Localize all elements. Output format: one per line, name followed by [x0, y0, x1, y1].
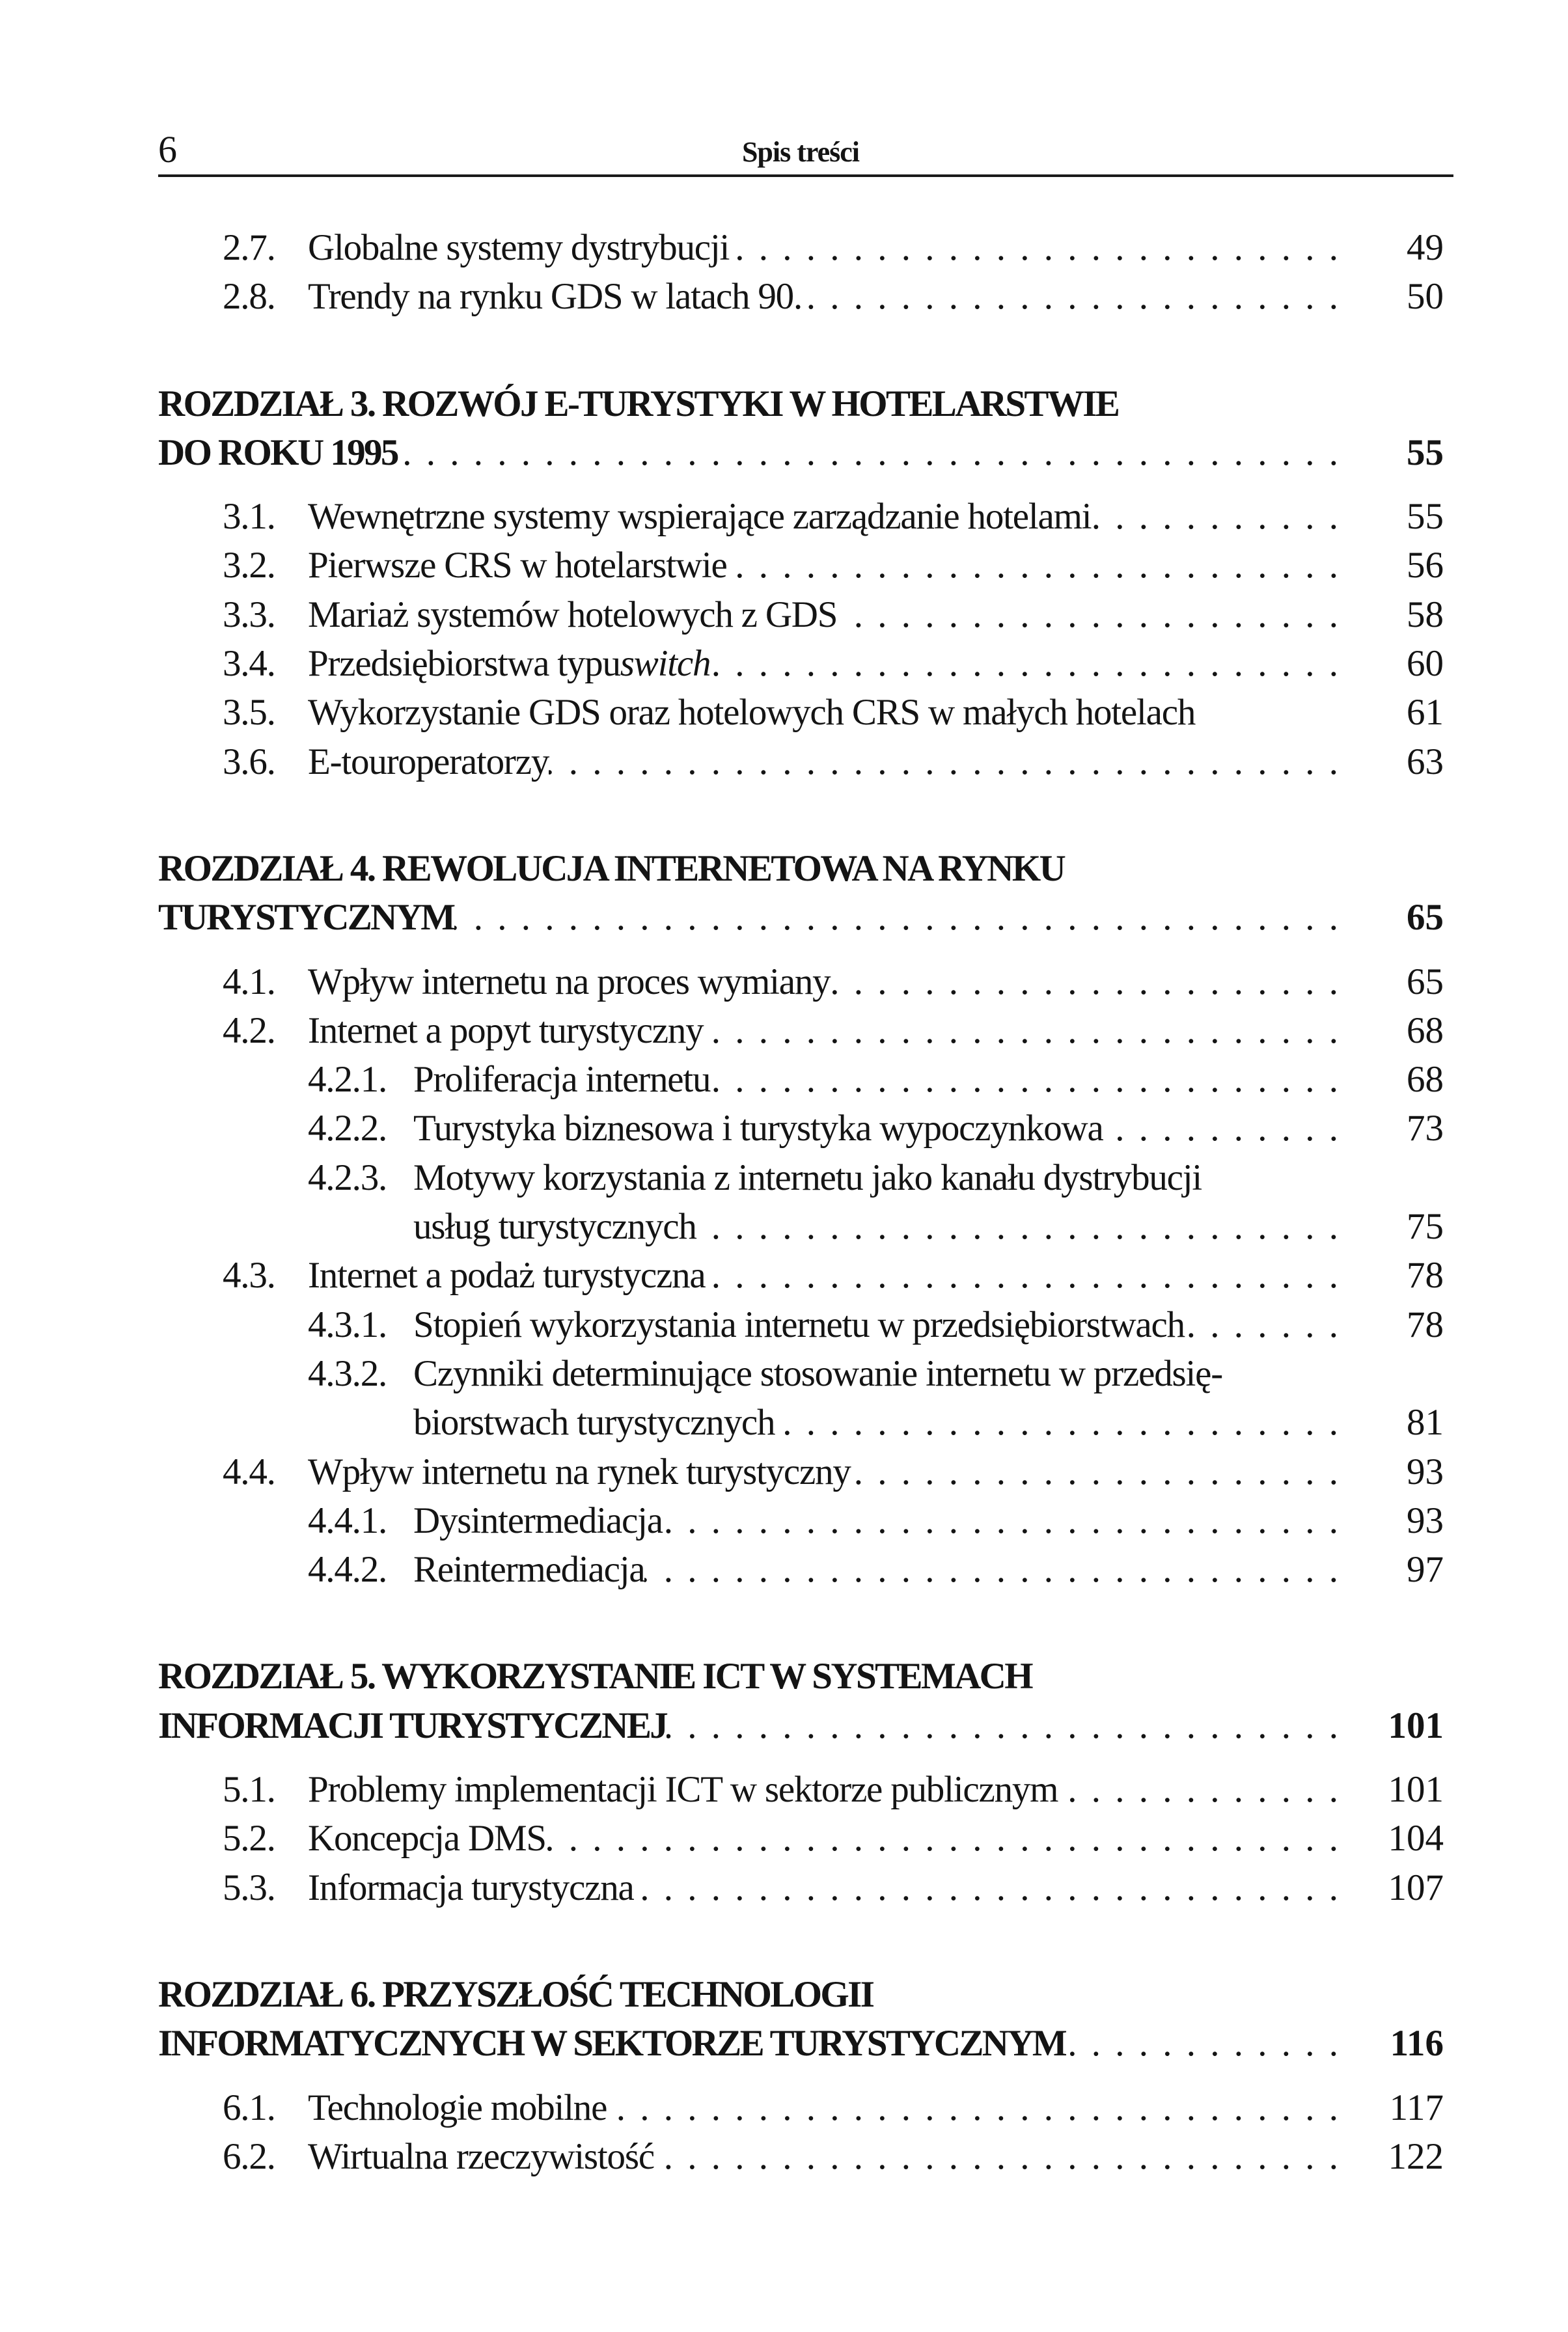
entry-number: 4.2.3. — [308, 1157, 387, 1198]
entry-page: 78 — [1407, 1304, 1444, 1345]
entry-page: 78 — [1407, 1255, 1444, 1296]
entry-title: Motywy korzystania z internetu jako kanału dystrybucji — [413, 1157, 1202, 1198]
chapter-page: 65 — [1407, 897, 1444, 939]
toc-entry — [158, 223, 1444, 272]
entry-title: Mariaż systemów hotelowych z GDS — [308, 594, 838, 635]
entry-title: Internet a podaż turystyczna — [308, 1255, 706, 1296]
entry-number: 4.4.2. — [308, 1549, 387, 1591]
entry-number: 3.5. — [223, 692, 275, 734]
toc-entry — [158, 1006, 1444, 1055]
chapter-page: 101 — [1388, 1705, 1444, 1746]
entry-number: 3.6. — [223, 741, 275, 782]
toc-section-items — [158, 957, 1444, 1595]
entry-number: 2.7. — [223, 227, 275, 268]
dot-leader — [703, 1006, 1359, 1055]
entry-title: Wirtualna rzeczywistość — [308, 2135, 654, 2177]
table-of-contents — [158, 223, 1444, 2181]
entry-number: 6.1. — [223, 2087, 275, 2128]
entry-title-italic: switch — [620, 643, 711, 685]
toc-entry — [158, 590, 1444, 639]
toc-entry-continuation — [158, 1202, 1444, 1251]
toc-entry — [158, 1765, 1444, 1814]
entry-number: 5.2. — [223, 1818, 275, 1859]
chapter-heading-line — [158, 2019, 1444, 2068]
entry-title: Wpływ internetu na rynek turystyczny — [308, 1451, 851, 1492]
dot-leader — [398, 428, 1359, 477]
entry-number: 4.2. — [223, 1009, 275, 1051]
entry-title: Koncepcja DMS — [308, 1818, 546, 1859]
chapter-heading — [158, 379, 1444, 478]
chapter-title-continuation: DO ROKU 1995 — [158, 432, 398, 473]
chapter-title-continuation: TURYSTYCZNYM — [158, 897, 454, 939]
entry-title: Trendy na rynku GDS w latach 90. — [308, 276, 802, 318]
entry-number: 5.3. — [223, 1867, 275, 1908]
toc-entry-continuation — [158, 1398, 1444, 1447]
entry-number: 2.8. — [223, 276, 275, 318]
toc-entry — [158, 957, 1444, 1006]
toc-entry — [158, 1447, 1444, 1496]
toc-entry — [158, 1814, 1444, 1863]
chapter-title: ROZDZIAŁ 6. PRZYSZŁOŚĆ TECHNOLOGII — [158, 1973, 873, 2015]
toc-entry — [158, 1496, 1444, 1545]
dot-leader — [654, 2132, 1359, 2181]
chapter-heading-line — [158, 893, 1444, 942]
entry-page: 60 — [1407, 643, 1444, 685]
page-number: 6 — [158, 128, 177, 171]
dot-leader — [607, 2083, 1359, 2132]
entry-number: 4.4. — [223, 1451, 275, 1492]
toc-entry — [158, 1153, 1444, 1202]
entry-page: 58 — [1407, 594, 1444, 635]
entry-number: 4.2.1. — [308, 1059, 387, 1101]
entry-title: E-touroperatorzy — [308, 741, 549, 782]
entry-page: 93 — [1407, 1451, 1444, 1492]
dot-leader — [1058, 1765, 1359, 1814]
toc-entry — [158, 1300, 1444, 1349]
entry-title-continuation: usług turystycznych — [413, 1206, 696, 1248]
entry-number: 4.3.1. — [308, 1304, 387, 1345]
chapter-title-continuation: INFORMACJI TURYSTYCZNEJ — [158, 1705, 667, 1746]
entry-number: 3.4. — [223, 643, 275, 685]
dot-leader — [454, 893, 1360, 942]
entry-page: 56 — [1407, 545, 1444, 586]
entry-title: Stopień wykorzystania internetu w przedsiębiorstwach — [413, 1304, 1185, 1345]
toc-entry — [158, 1349, 1444, 1398]
entry-number: 3.1. — [223, 496, 275, 538]
chapter-title: ROZDZIAŁ 5. WYKORZYSTANIE ICT W SYSTEMACH — [158, 1656, 1032, 1697]
entry-title: Czynniki determinujące stosowanie internetu w przedsię- — [413, 1352, 1222, 1394]
entry-number: 4.3. — [223, 1255, 275, 1296]
entry-number: 3.3. — [223, 594, 275, 635]
chapter-heading — [158, 1970, 1444, 2068]
entry-title: Pierwsze CRS w hotelarstwie — [308, 545, 727, 586]
toc-section-items — [158, 2083, 1444, 2182]
chapter-title: ROZDZIAŁ 3. ROZWÓJ E-TURYSTYKI W HOTELARSTWIE — [158, 383, 1119, 424]
toc-entry — [158, 737, 1444, 786]
entry-title-continuation: biorstwach turystycznych — [413, 1402, 775, 1444]
entry-title: Reintermediacja — [413, 1549, 645, 1591]
entry-page: 107 — [1388, 1867, 1444, 1908]
entry-page: 73 — [1407, 1108, 1444, 1149]
toc-entry — [158, 1104, 1444, 1153]
entry-page: 93 — [1407, 1500, 1444, 1541]
chapter-heading-line — [158, 844, 1444, 893]
chapter-heading-line — [158, 379, 1444, 428]
chapter-heading-line — [158, 1970, 1444, 2019]
entry-page: 50 — [1407, 276, 1444, 318]
entry-page: 122 — [1388, 2135, 1444, 2177]
toc-section-items — [158, 223, 1444, 322]
dot-leader — [775, 1398, 1359, 1447]
toc-entry — [158, 492, 1444, 541]
entry-page: 68 — [1407, 1009, 1444, 1051]
toc-entry — [158, 1055, 1444, 1104]
chapter-heading — [158, 844, 1444, 942]
dot-leader — [837, 590, 1359, 639]
entry-number: 4.3.2. — [308, 1352, 387, 1394]
dot-leader — [1185, 1300, 1359, 1349]
dot-leader — [634, 1863, 1359, 1912]
entry-page: 104 — [1388, 1818, 1444, 1859]
entry-page: 49 — [1407, 227, 1444, 268]
entry-title: Przedsiębiorstwa typu — [308, 643, 620, 685]
running-header-title: Spis treści — [741, 136, 860, 168]
entry-number: 5.1. — [223, 1769, 275, 1811]
entry-title: Globalne systemy dystrybucji — [308, 227, 730, 268]
entry-number: 6.2. — [223, 2135, 275, 2177]
entry-number: 4.2.2. — [308, 1108, 387, 1149]
toc-entry — [158, 541, 1444, 590]
entry-page: 63 — [1407, 741, 1444, 782]
dot-leader — [1091, 492, 1359, 541]
entry-page: 75 — [1407, 1206, 1444, 1248]
entry-number: 3.2. — [223, 545, 275, 586]
dot-leader — [851, 1447, 1359, 1496]
chapter-heading-line — [158, 1701, 1444, 1750]
toc-entry — [158, 1251, 1444, 1300]
dot-leader — [546, 1814, 1359, 1863]
chapter-heading-line — [158, 1652, 1444, 1701]
toc-entry — [158, 2132, 1444, 2181]
entry-page: 97 — [1407, 1549, 1444, 1591]
entry-page: 68 — [1407, 1059, 1444, 1101]
toc-entry — [158, 1545, 1444, 1594]
chapter-title-continuation: INFORMATYCZNYCH W SEKTORZE TURYSTYCZNYM — [158, 2023, 1066, 2065]
entry-title: Internet a popyt turystyczny — [308, 1009, 704, 1051]
entry-page: 61 — [1407, 692, 1444, 734]
toc-entry — [158, 2083, 1444, 2132]
dot-leader — [710, 1055, 1359, 1104]
entry-page: 101 — [1388, 1769, 1444, 1811]
dot-leader — [710, 639, 1359, 688]
entry-title: Wewnętrzne systemy wspierające zarządzanie hotelami — [308, 496, 1092, 538]
dot-leader — [1103, 1104, 1359, 1153]
entry-number: 4.1. — [223, 961, 275, 1002]
entry-title: Proliferacja internetu — [413, 1059, 711, 1101]
toc-entry — [158, 639, 1444, 688]
entry-page: 55 — [1407, 496, 1444, 538]
chapter-title: ROZDZIAŁ 4. REWOLUCJA INTERNETOWA NA RYNKU — [158, 847, 1065, 889]
entry-number: 4.4.1. — [308, 1500, 387, 1541]
entry-title: Dysintermediacja — [413, 1500, 663, 1541]
chapter-page: 116 — [1390, 2023, 1444, 2065]
entry-title: Problemy implementacji ICT w sektorze publicznym — [308, 1769, 1058, 1811]
entry-title: Turystyka biznesowa i turystyka wypoczynkowa — [413, 1108, 1103, 1149]
dot-leader — [667, 1701, 1359, 1750]
toc-section-items — [158, 1765, 1444, 1912]
chapter-heading-line — [158, 428, 1444, 477]
entry-page: 65 — [1407, 961, 1444, 1002]
dot-leader — [706, 1251, 1359, 1300]
toc-section-items — [158, 492, 1444, 786]
toc-entry — [158, 688, 1444, 737]
entry-title: Wykorzystanie GDS oraz hotelowych CRS w małych hotelach — [308, 692, 1196, 734]
entry-page: 81 — [1407, 1402, 1444, 1444]
entry-title: Technologie mobilne — [308, 2087, 607, 2128]
entry-title: Informacja turystyczna — [308, 1867, 634, 1908]
toc-entry — [158, 272, 1444, 321]
header-rule — [158, 174, 1453, 177]
dot-leader — [831, 957, 1360, 1006]
dot-leader — [549, 737, 1359, 786]
toc-entry — [158, 1863, 1444, 1912]
dot-leader — [1066, 2019, 1359, 2068]
chapter-heading — [158, 1652, 1444, 1750]
dot-leader — [802, 272, 1359, 321]
entry-page: 117 — [1389, 2087, 1444, 2128]
dot-leader — [644, 1545, 1359, 1594]
dot-leader — [727, 541, 1359, 590]
dot-leader — [729, 223, 1359, 272]
entry-title: Wpływ internetu na proces wymiany — [308, 961, 831, 1002]
chapter-page: 55 — [1407, 432, 1444, 473]
dot-leader — [696, 1202, 1359, 1251]
dot-leader — [663, 1496, 1359, 1545]
